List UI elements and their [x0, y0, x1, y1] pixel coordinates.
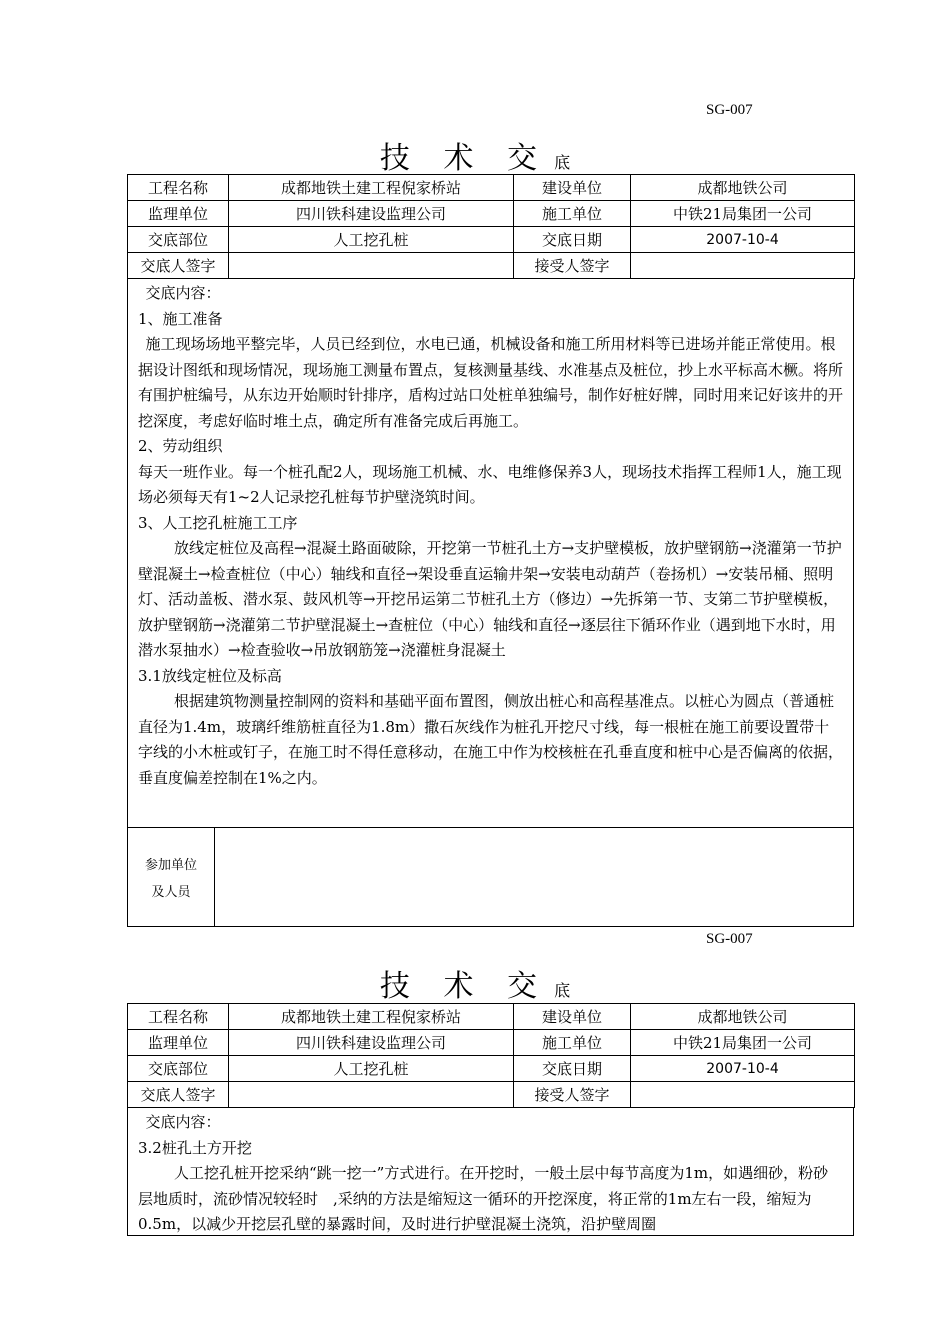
section-text: 每天一班作业。每一个桩孔配2人，现场施工机械、水、电维修保养3人，现场技术指挥工程师1人，施工现场必须每天有1~2人记录挖孔桩每节护壁浇筑时间。 — [138, 462, 842, 506]
header-row — [128, 1030, 855, 1056]
date-label: 交底日期 — [514, 1056, 631, 1082]
receiver-label: 接受人签字 — [514, 1082, 631, 1108]
owner-value: 成都地铁公司 — [631, 1004, 855, 1030]
title-main: 技 术 交 — [379, 141, 549, 176]
content-heading: 交底内容： — [145, 1113, 221, 1131]
section-text: 人工挖孔桩开挖采纳“跳一挖一”方式进行。在开挖时，一般土层中每节高度为1m，如遇细砂，粉砂层地质时，流砂情况较轻时 ,采纳的方法是缩短这一循环的开挖深度，将正常的1m左右一段，缩短为0.5m，以减少开挖层孔壁的暴露时间，及时进行护壁混凝土浇筑，沿护壁周圈 — [138, 1164, 829, 1233]
section-title: 3.1放线定桩位及标高 — [138, 666, 282, 685]
signer-label: 交底人签字 — [128, 253, 229, 279]
participants-label-line2: 及人员 — [151, 885, 191, 900]
receiver-field[interactable] — [631, 1082, 855, 1108]
participants-label-line1: 参加单位 — [144, 858, 197, 873]
content-box — [127, 279, 854, 927]
part-label: 交底部位 — [128, 227, 229, 253]
header-row — [128, 1082, 855, 1108]
header-row — [128, 1004, 855, 1030]
content-area — [128, 279, 853, 827]
owner-value: 成都地铁公司 — [631, 175, 855, 201]
section-title: 2、劳动组织 — [138, 437, 223, 455]
participants-field[interactable] — [215, 828, 853, 926]
supervisor-value: 四川铁科建设监理公司 — [229, 1030, 514, 1056]
supervisor-label: 监理单位 — [128, 1030, 229, 1056]
project-name-value: 成都地铁土建工程倪家桥站 — [229, 1004, 514, 1030]
header-row — [128, 175, 855, 201]
participants-row — [128, 827, 853, 926]
receiver-field[interactable] — [631, 253, 855, 279]
header-row — [128, 201, 855, 227]
header-row — [128, 1056, 855, 1082]
section-title: 3、人工挖孔桩施工工序 — [138, 513, 298, 532]
contractor-value: 中铁21局集团一公司 — [631, 1030, 855, 1056]
contractor-label: 施工单位 — [514, 201, 631, 227]
owner-label: 建设单位 — [514, 1004, 631, 1030]
content-heading: 交底内容： — [145, 284, 221, 302]
part-label: 交底部位 — [128, 1056, 229, 1082]
supervisor-label: 监理单位 — [128, 201, 229, 227]
title-suffix: 底 — [554, 981, 571, 1000]
section-title: 1、施工准备 — [138, 309, 223, 328]
title-main: 技 术 交 — [379, 969, 549, 1004]
owner-label: 建设单位 — [514, 175, 631, 201]
signer-field[interactable] — [229, 1082, 514, 1108]
supervisor-value: 四川铁科建设监理公司 — [229, 201, 514, 227]
part-value: 人工挖孔桩 — [229, 1056, 514, 1082]
header-row — [128, 253, 855, 279]
document-code: SG-007 — [706, 102, 753, 118]
signer-field[interactable] — [229, 253, 514, 279]
signer-label: 交底人签字 — [128, 1082, 229, 1108]
title-suffix: 底 — [554, 153, 571, 172]
date-label: 交底日期 — [514, 227, 631, 253]
contractor-label: 施工单位 — [514, 1030, 631, 1056]
project-name-label: 工程名称 — [128, 175, 229, 201]
document-title — [0, 961, 950, 1005]
section-text: 放线定桩位及高程→混凝土路面破除，开挖第一节桩孔土方→支护壁模板，放护壁钢筋→浇灌第一节护壁混凝土→检查桩位（中心）轴线和直径→架设垂直运输井架→安装电动葫芦（卷扬机）→安装吊桶、照明灯、活动盖板、潜水泵、鼓风机等→开挖吊运第二节桩孔土方（修边）→先拆第一节、支第二节护壁模板，放护壁钢筋→浇灌第二节护壁混凝土→查桩位（中心）轴线和直径→逐层往下循环作业（遇到地下水时，用潜水泵抽水）→检查验收→吊放钢筋笼→浇灌桩身混凝土 — [138, 539, 842, 659]
participants-label — [128, 828, 215, 926]
date-value: 2007-10-4 — [631, 1056, 855, 1082]
content-box — [127, 1108, 854, 1236]
date-value: 2007-10-4 — [631, 227, 855, 253]
project-name-value: 成都地铁土建工程倪家桥站 — [229, 175, 514, 201]
project-name-label: 工程名称 — [128, 1004, 229, 1030]
document-code: SG-007 — [706, 931, 753, 947]
section-title: 3.2桩孔土方开挖 — [138, 1138, 252, 1157]
receiver-label: 接受人签字 — [514, 253, 631, 279]
header-row — [128, 227, 855, 253]
header-table — [127, 1003, 855, 1108]
part-value: 人工挖孔桩 — [229, 227, 514, 253]
contractor-value: 中铁21局集团一公司 — [631, 201, 855, 227]
header-table — [127, 174, 855, 279]
content-area — [128, 1108, 853, 1238]
document-title — [0, 133, 950, 177]
section-text: 根据建筑物测量控制网的资料和基础平面布置图，侧放出桩心和高程基准点。以桩心为圆点（普通桩直径为1.4m，玻璃纤维筋桩直径为1.8m）撒石灰线作为桩孔开挖尺寸线，每一根桩在施工前要设置带十字线的小木桩或钉子，在施工时不得任意移动，在施工中作为校核桩在孔垂直度和桩中心是否偏离的依据，垂直度偏差控制在1%之内。 — [138, 692, 844, 787]
section-text: 施工现场场地平整完毕，人员已经到位，水电已通，机械设备和施工所用材料等已进场并能正常使用。根据设计图纸和现场情况，现场施工测量布置点，复核测量基线、水准基点及桩位，抄上水平标高木橛。将所有围护桩编号，从东边开始顺时针排序，盾构过站口处桩单独编号，制作好桩好牌，同时用来记好该井的开挖深度，考虑好临时堆土点，确定所有准备完成后再施工。 — [138, 335, 844, 430]
